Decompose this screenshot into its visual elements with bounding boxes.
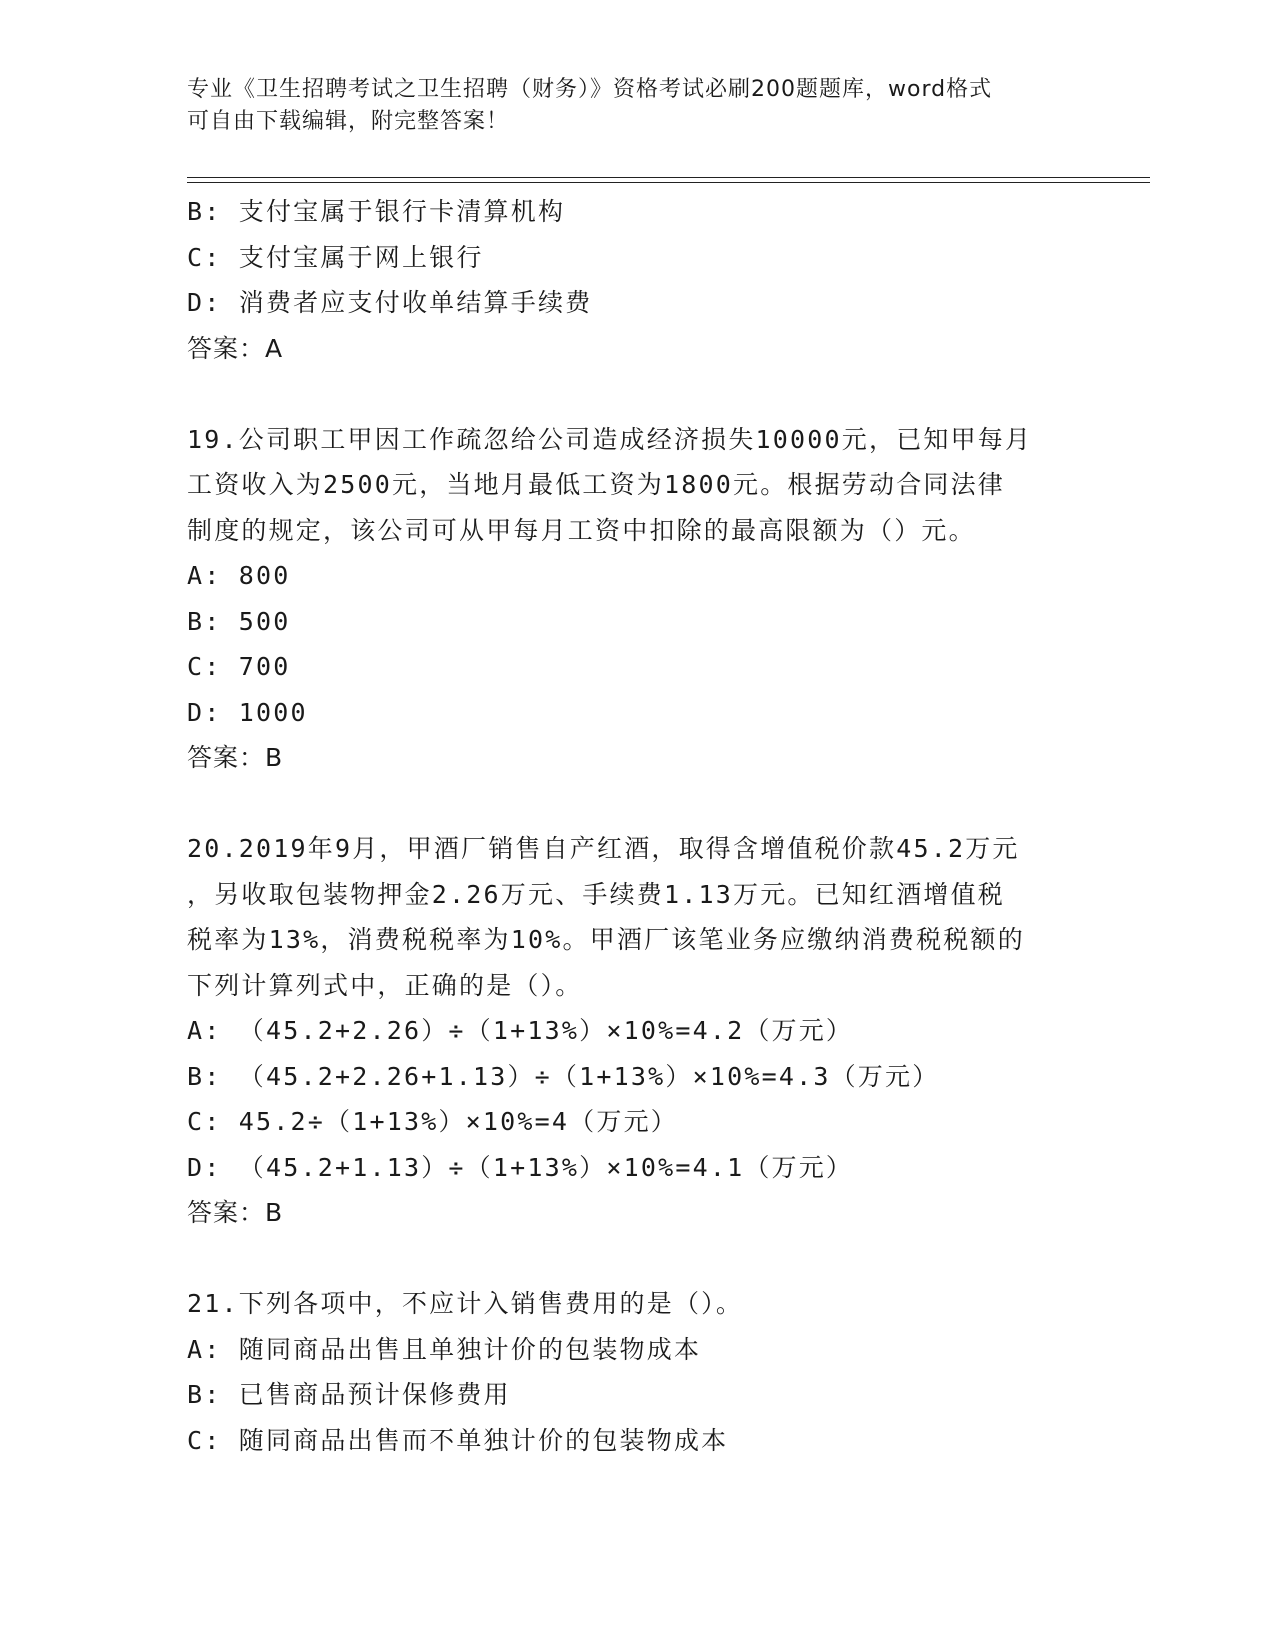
page-header: [187, 74, 1087, 138]
header-divider-bottom: [187, 182, 1150, 183]
q20-text-line-3: 税率为13%，消费税税率为10%。甲酒厂该笔业务应缴纳消费税税额的: [187, 925, 1025, 954]
q19-answer: 答案：B: [187, 743, 284, 772]
q19-text-line-1: 19.公司职工甲因工作疏忽给公司造成经济损失10000元，已知甲每月: [187, 424, 1033, 454]
q18-answer: 答案：A: [187, 333, 284, 363]
q20-option-b: B: （45.2+2.26+1.13）÷（1+13%）×10%=4.3（万元）: [187, 1061, 940, 1091]
q19-option-c: C: 700: [187, 652, 291, 681]
header-line-1: 专业《卫生招聘考试之卫生招聘（财务）》资格考试必刷200题题库，word格式: [187, 77, 993, 102]
q21-option-a: A: 随同商品出售且单独计价的包装物成本: [187, 1334, 702, 1364]
q21-text-line-1: 21.下列各项中，不应计入销售费用的是（）。: [187, 1289, 744, 1318]
q21-option-c: C: 随同商品出售而不单独计价的包装物成本: [187, 1425, 729, 1455]
q20-text-line-1: 20.2019年9月，甲酒厂销售自产红酒，取得含增值税价款45.2万元: [187, 834, 1020, 863]
document-body: [187, 189, 1087, 1463]
q20-option-c: C: 45.2÷（1+13%）×10%=4（万元）: [187, 1107, 678, 1136]
q19-option-d: D: 1000: [187, 697, 308, 727]
q20-option-a: A: （45.2+2.26）÷（1+13%）×10%=4.2（万元）: [187, 1016, 854, 1045]
question-19: [187, 417, 1087, 781]
q20-text-line-2: ，另收取包装物押金2.26万元、手续费1.13万元。已知红酒增值税: [187, 879, 1006, 909]
header-line-2: 可自由下载编辑，附完整答案！: [187, 109, 510, 134]
q18-option-c: C: 支付宝属于网上银行: [187, 242, 484, 272]
q19-option-a: A: 800: [187, 561, 291, 590]
q19-option-b: B: 500: [187, 606, 291, 636]
q19-text-line-3: 制度的规定，该公司可从甲每月工资中扣除的最高限额为（）元。: [187, 515, 976, 545]
spacer: [187, 1236, 1087, 1282]
q20-option-d: D: （45.2+1.13）÷（1+13%）×10%=4.1（万元）: [187, 1152, 854, 1182]
spacer: [187, 371, 1087, 417]
q19-text-line-2: 工资收入为2500元，当地月最低工资为1800元。根据劳动合同法律: [187, 470, 1006, 499]
q18-option-d: D: 消费者应支付收单结算手续费: [187, 288, 593, 317]
question-20: [187, 826, 1087, 1236]
question-18-continued: [187, 189, 1087, 371]
header-divider-top: [187, 177, 1150, 178]
q18-option-b: B: 支付宝属于银行卡清算机构: [187, 197, 566, 226]
q21-option-b: B: 已售商品预计保修费用: [187, 1380, 511, 1409]
q20-answer: 答案：B: [187, 1198, 284, 1227]
spacer: [187, 781, 1087, 827]
q20-text-line-4: 下列计算列式中，正确的是（）。: [187, 970, 583, 1000]
question-21: [187, 1281, 1087, 1463]
